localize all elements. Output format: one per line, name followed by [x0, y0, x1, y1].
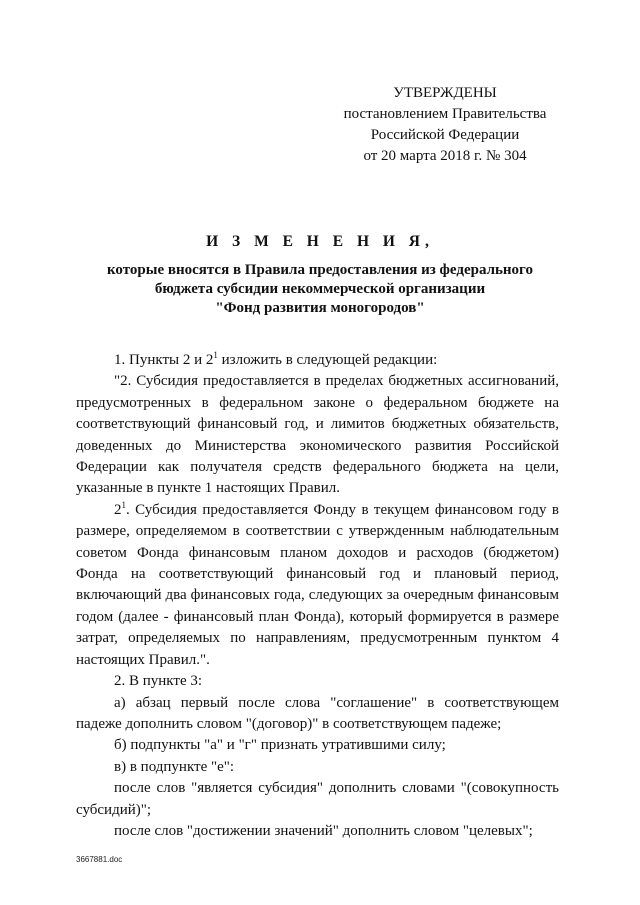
paragraph-3 — [76, 500, 559, 671]
paragraph-1-text-end: изложить в следующей редакции: — [217, 352, 438, 368]
approval-line-3: от 20 марта 2018 г. № 304 — [363, 148, 527, 164]
paragraph-6: б) подпункты "а" и "г" признать утратившими силу; — [114, 737, 446, 754]
approval-block — [335, 83, 555, 167]
superscript: 1 — [121, 499, 126, 510]
document-title — [60, 232, 580, 318]
paragraph-1-text: 1. Пункты 2 и 2 — [114, 352, 214, 368]
title-subtitle-2: бюджета субсидии некоммерческой организации — [154, 281, 486, 297]
approval-line-2: Российской Федерации — [370, 127, 520, 143]
paragraph-3-text: . Субсидия предоставляется Фонду в текущем финансовом году в размере, определяемом в соответствии с утвержденным наблюдательным советом Фонда финансовым планом доходов и расходов (бюджетом) Фонда на соответствующий финансовый год и плановый период, включающий два финансовых года, следующих за очередным финансовым годом (далее - финансовый план Фонда), который формируется в размере затрат, определяемых по направлениям, предусмотренным пунктом 4 настоящих Правил.". — [76, 501, 559, 668]
title-subtitle-3: "Фонд развития моногородов" — [215, 300, 425, 316]
title-subtitle-1: которые вносятся в Правила предоставления из федерального — [106, 262, 533, 278]
paragraph-1 — [76, 350, 559, 371]
paragraph-7: в) в подпункте "е": — [114, 758, 235, 775]
paragraph-5: а) абзац первый после слова "соглашение" в соответствующем падеже дополнить словом "(договор)" в соответствующем падеже; — [76, 694, 559, 732]
title-heading: И З М Е Н Е Н И Я, — [206, 233, 434, 250]
paragraph-9: после слов "достижении значений" дополнить словом "целевых"; — [114, 822, 533, 839]
paragraph-4: 2. В пункте 3: — [114, 673, 203, 690]
footer-doc-id: 3667881.doc — [76, 855, 123, 864]
paragraph-3-number: 2 — [114, 501, 122, 518]
paragraph-8: после слов "является субсидия" дополнить словами "(совокупность субсидий)"; — [76, 780, 559, 818]
approval-line-1: постановлением Правительства — [343, 106, 547, 122]
approved-heading: УТВЕРЖДЕНЫ — [393, 85, 497, 101]
superscript: 1 — [213, 350, 218, 360]
document-body — [76, 350, 559, 842]
paragraph-2: "2. Субсидия предоставляется в пределах бюджетных ассигнований, предусмотренных в федеральном законе о федеральном бюджете на соответствующий финансовый год, и лимитов бюджетных обязательств, доведенных до Министерства экономического развития Российской Федерации как получателя средств федерального бюджета на цели, указанные в пункте 1 настоящих Правил. — [76, 373, 559, 497]
